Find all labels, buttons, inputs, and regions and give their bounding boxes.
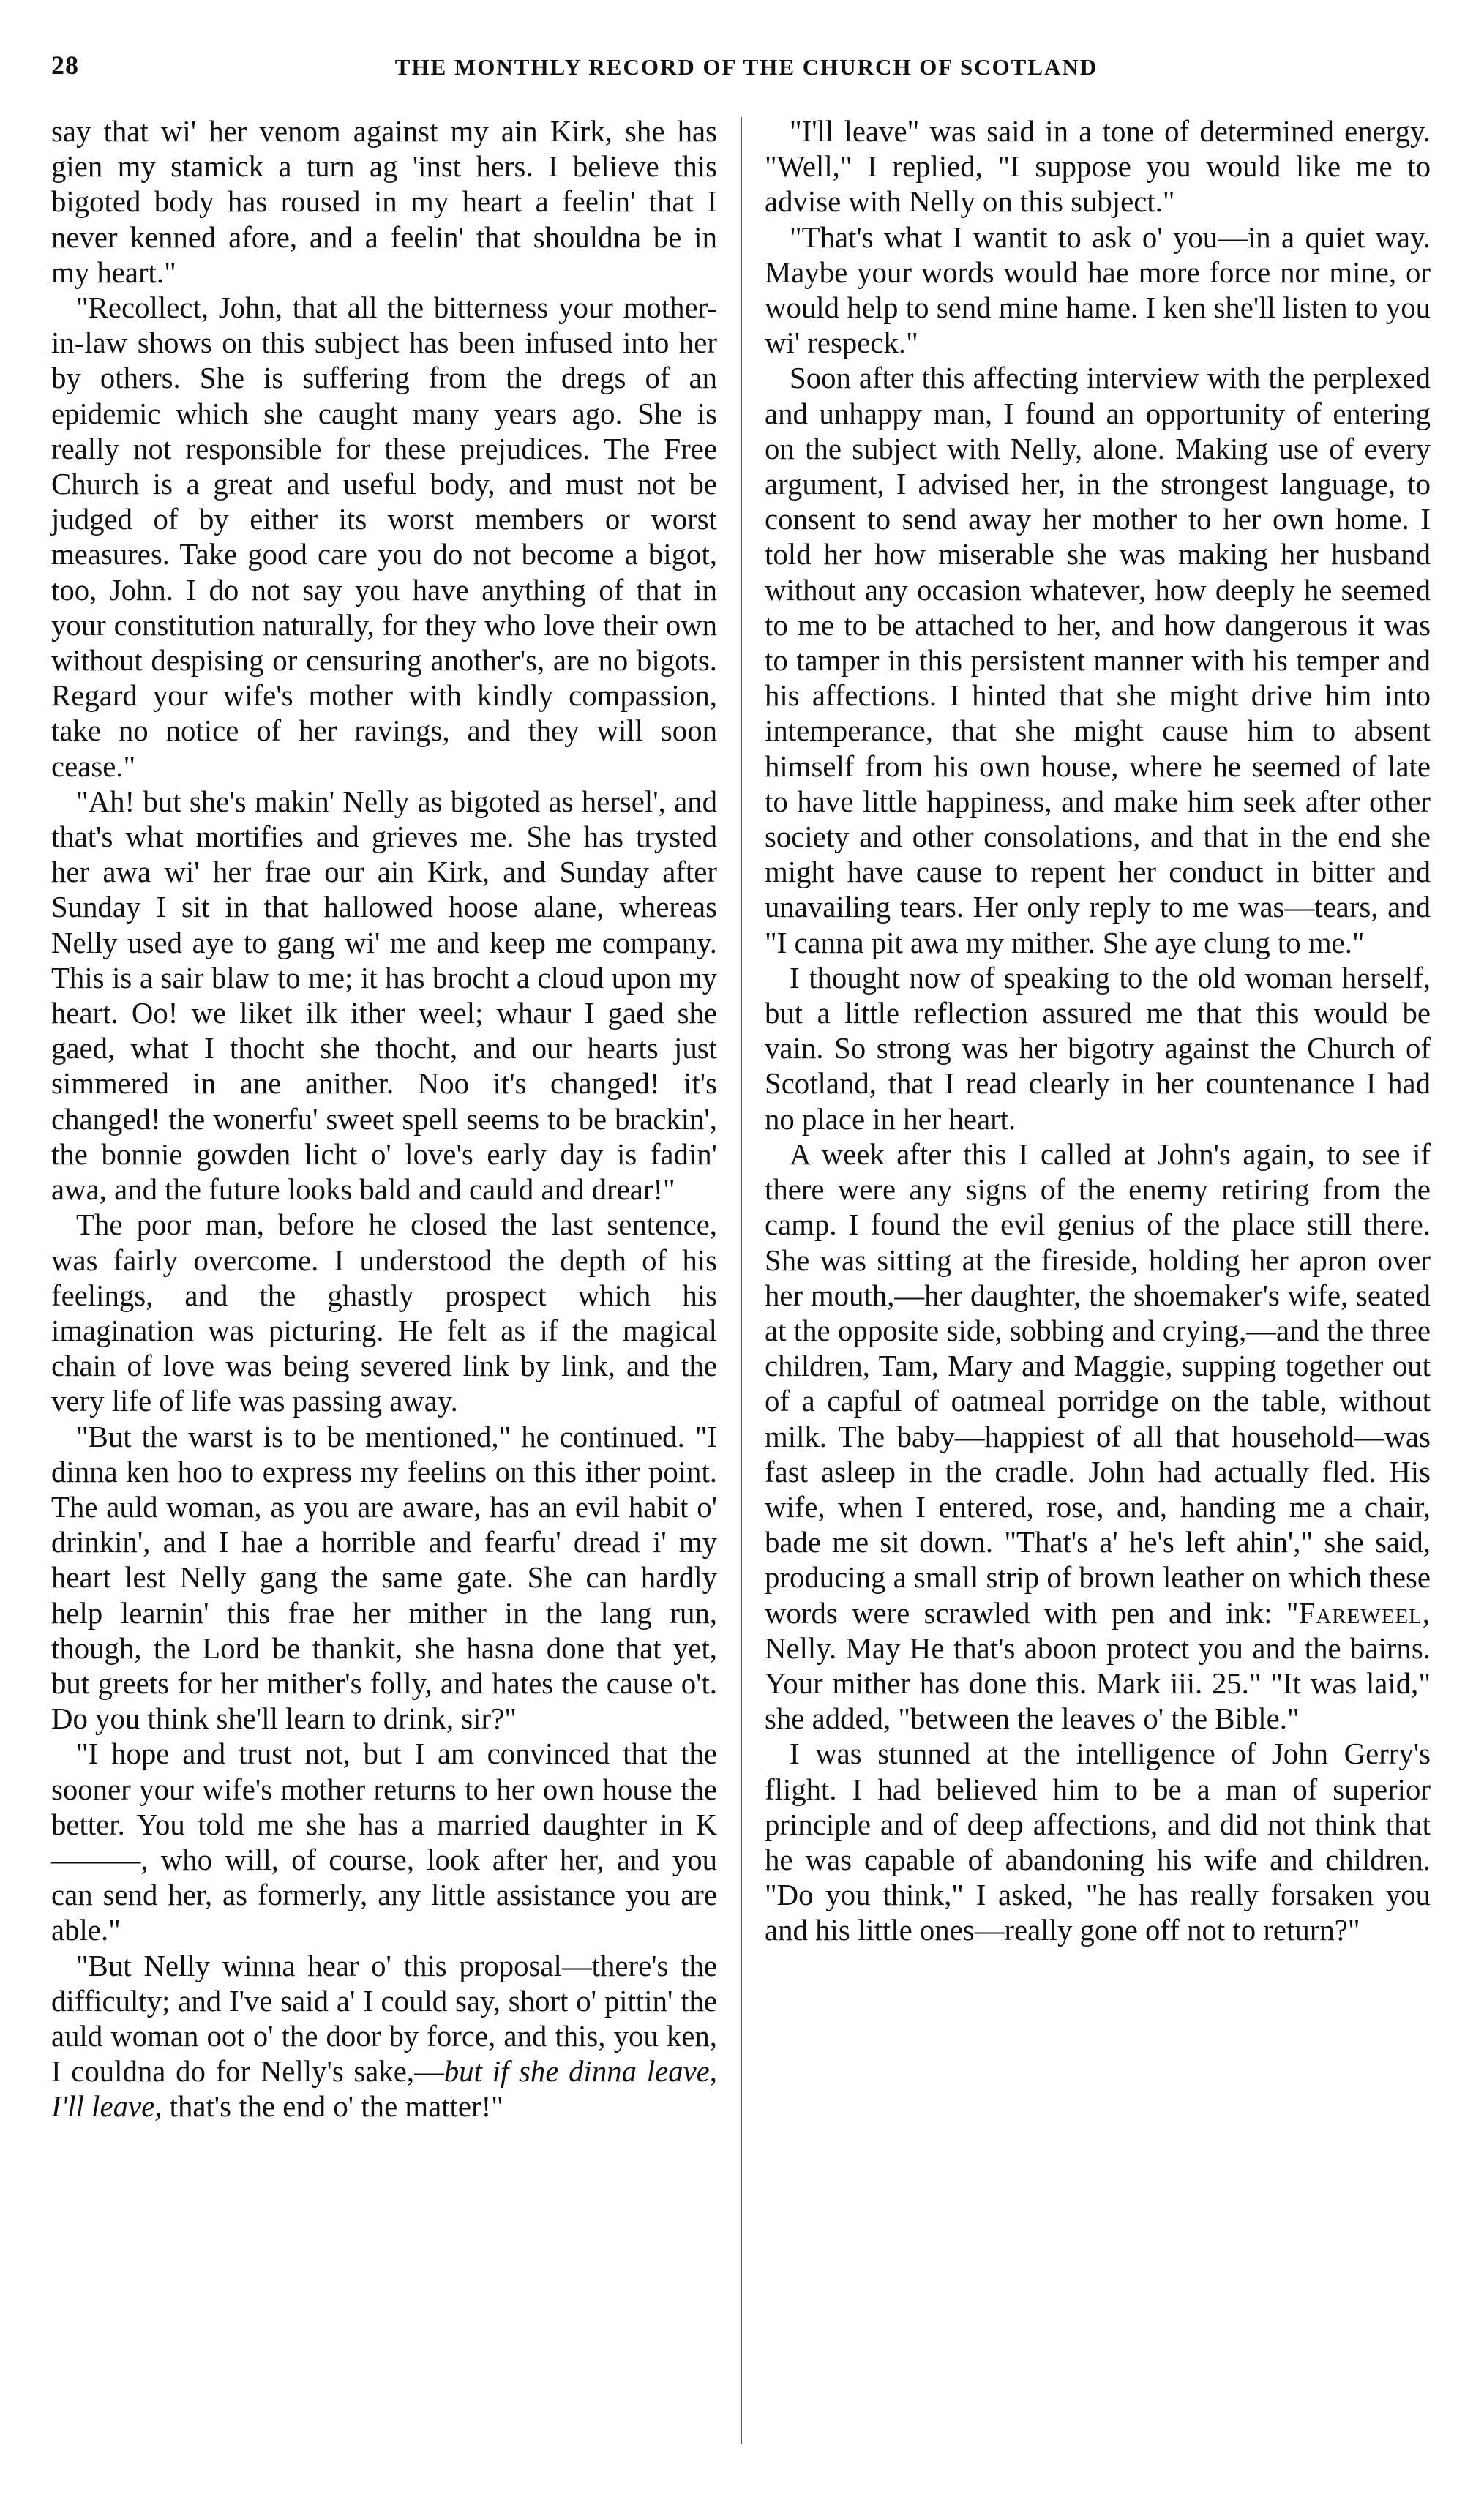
paragraph (51, 1949, 717, 2125)
paragraph: say that wi' her venom against my ain Kirk, she has gien my stamick a turn ag 'inst hers. I believe this bigoted body has roused in my heart a feelin' that I never kenned afore, and a feelin' that shouldna be in my heart." (51, 115, 717, 289)
paragraph: I was stunned at the intelligence of John Gerry's flight. I had believed him to be a man of superior principle and of deep affections, and did not think that he was capable of abandoning his wife and children. "Do you think," I asked, "he has really forsaken you and his little ones—really gone off not to return?" (765, 1737, 1431, 1947)
paragraph-text: Nelly. May He that's aboon protect you and the bairns. Your mither has done this. Mark iii. 25." "It was laid," she added, "between the leaves o' the Bible." (765, 1631, 1431, 1736)
running-head: THE MONTHLY RECORD OF THE CHURCH OF SCOTLAND (394, 54, 1098, 80)
page-number: 28 (51, 50, 79, 80)
paragraph: The poor man, before he closed the last sentence, was fairly overcome. I understood the depth of his feelings, and the ghastly prospect which his imagination was picturing. He felt as if the magical chain of love was being severed link by link, and the very life of life was passing away. (51, 1208, 717, 1418)
paragraph: "Recollect, John, that all the bitterness your mother-in-law shows on this subject has been infused into her by others. She is suffering from the dregs of an epidemic which she caught many years ago. She is really not responsible for these prejudices. The Free Church is a great and useful body, and must not be judged of by either its worst members or worst measures. Take good care you do not become a bigot, too, John. I do not say you have anything of that in your constitution naturally, for they who love their own without despising or censuring another's, are no bigots. Regard your wife's mother with kindly compassion, take no notice of her ravings, and they will soon cease." (51, 291, 717, 783)
column-divider (741, 117, 742, 2444)
paragraph (765, 1137, 1431, 1737)
paragraph: "But the warst is to be mentioned," he continued. "I dinna ken hoo to express my feelins on this ither point. The auld woman, as you are aware, has an evil habit o' drinkin', and I hae a horrible and fearfu' dread i' my heart lest Nelly gang the same gate. She can hardly help learnin' this frae her mither in the lang run, though, the Lord be thankit, she hasna done that yet, but greets for her mither's folly, and hates the cause o't. Do you think she'll learn to drink, sir?" (51, 1420, 717, 1736)
paragraph: "That's what I wantit to ask o' you—in a quiet way. Maybe your words would hae more force nor mine, or would help to send mine hame. I ken she'll listen to you wi' respeck." (765, 220, 1431, 360)
left-column (51, 114, 717, 2125)
page-header (51, 50, 1434, 94)
italic-phrase: but if she dinna leave, I'll leave, (51, 2055, 717, 2124)
small-caps-word: Fareweel, (1298, 1596, 1431, 1630)
paragraph: "I hope and trust not, but I am convinced that the sooner your wife's mother returns to her own house the better. You told me she has a married daughter in K———, who will, of course, look after her, and you can send her, as formerly, any little assistance you are able." (51, 1737, 717, 1947)
right-column (765, 114, 1431, 1949)
paragraph: I thought now of speaking to the old woman herself, but a little reflection assured me that this would be vain. So strong was her bigotry against the Church of Scotland, that I read clearly in her countenance I had no place in her heart. (765, 961, 1431, 1136)
page (51, 44, 1434, 2459)
paragraph: "Ah! but she's makin' Nelly as bigoted as hersel', and that's what mortifies and grieves me. She has trysted her awa wi' her frae our ain Kirk, and Sunday after Sunday I sit in that hallowed hoose alane, whereas Nelly used aye to gang wi' me and keep me company. This is a sair blaw to me; it has brocht a cloud upon my heart. Oo! we liket ilk ither weel; whaur I gaed she gaed, what I thocht she thocht, and our hearts just simmered in ane anither. Noo it's changed! it's changed! the wonerfu' sweet spell seems to be brackin', the bonnie gowden licht o' love's early day is fadin' awa, and the future looks bald and cauld and drear!" (51, 784, 717, 1207)
paragraph: Soon after this affecting interview with the perplexed and unhappy man, I found an opportunity of entering on the subject with Nelly, alone. Making use of every argument, I advised her, in the strongest language, to consent to send away her mother to her own home. I told her how miserable she was making her husband without any occasion whatever, how deeply he seemed to me to be attached to her, and how dangerous it was to tamper in this persistent manner with his temper and his affections. I hinted that she might drive him into intemperance, that she might cause him to absent himself from his own house, where he seemed of late to have little happiness, and make him seek after other society and other consolations, and that in the end she might have cause to repent her conduct in bitter and unavailing tears. Her only reply to me was—tears, and "I canna pit awa my mither. She aye clung to me." (765, 362, 1431, 959)
paragraph: "I'll leave" was said in a tone of determined energy. "Well," I replied, "I suppose you would like me to advise with Nelly on this subject." (765, 115, 1431, 219)
paragraph-text: "But Nelly winna hear o' this proposal—there's the difficulty; and I've said a' I could say, short o' pittin' the auld woman oot o' the door by force, and this, you ken, I couldna do for Nelly's sake,— (51, 1949, 717, 2089)
paragraph-text: A week after this I called at John's again, to see if there were any signs of the enemy retiring from the camp. I found the evil genius of the place still there. She was sitting at the fireside, holding her apron over her mouth,—her daughter, the shoemaker's wife, seated at the opposite side, sobbing and crying,—and the three children, Tam, Mary and Maggie, supping together out of a capful of oatmeal porridge on the table, without milk. The baby—happiest of all that household—was fast asleep in the cradle. John had actually fled. His wife, when I entered, rose, and, handing me a chair, bade me sit down. "That's a' he's left ahin'," she said, producing a small strip of brown leather on which these words were scrawled with pen and ink: " (765, 1137, 1431, 1630)
paragraph-text: that's the end o' the matter!" (162, 2090, 503, 2124)
